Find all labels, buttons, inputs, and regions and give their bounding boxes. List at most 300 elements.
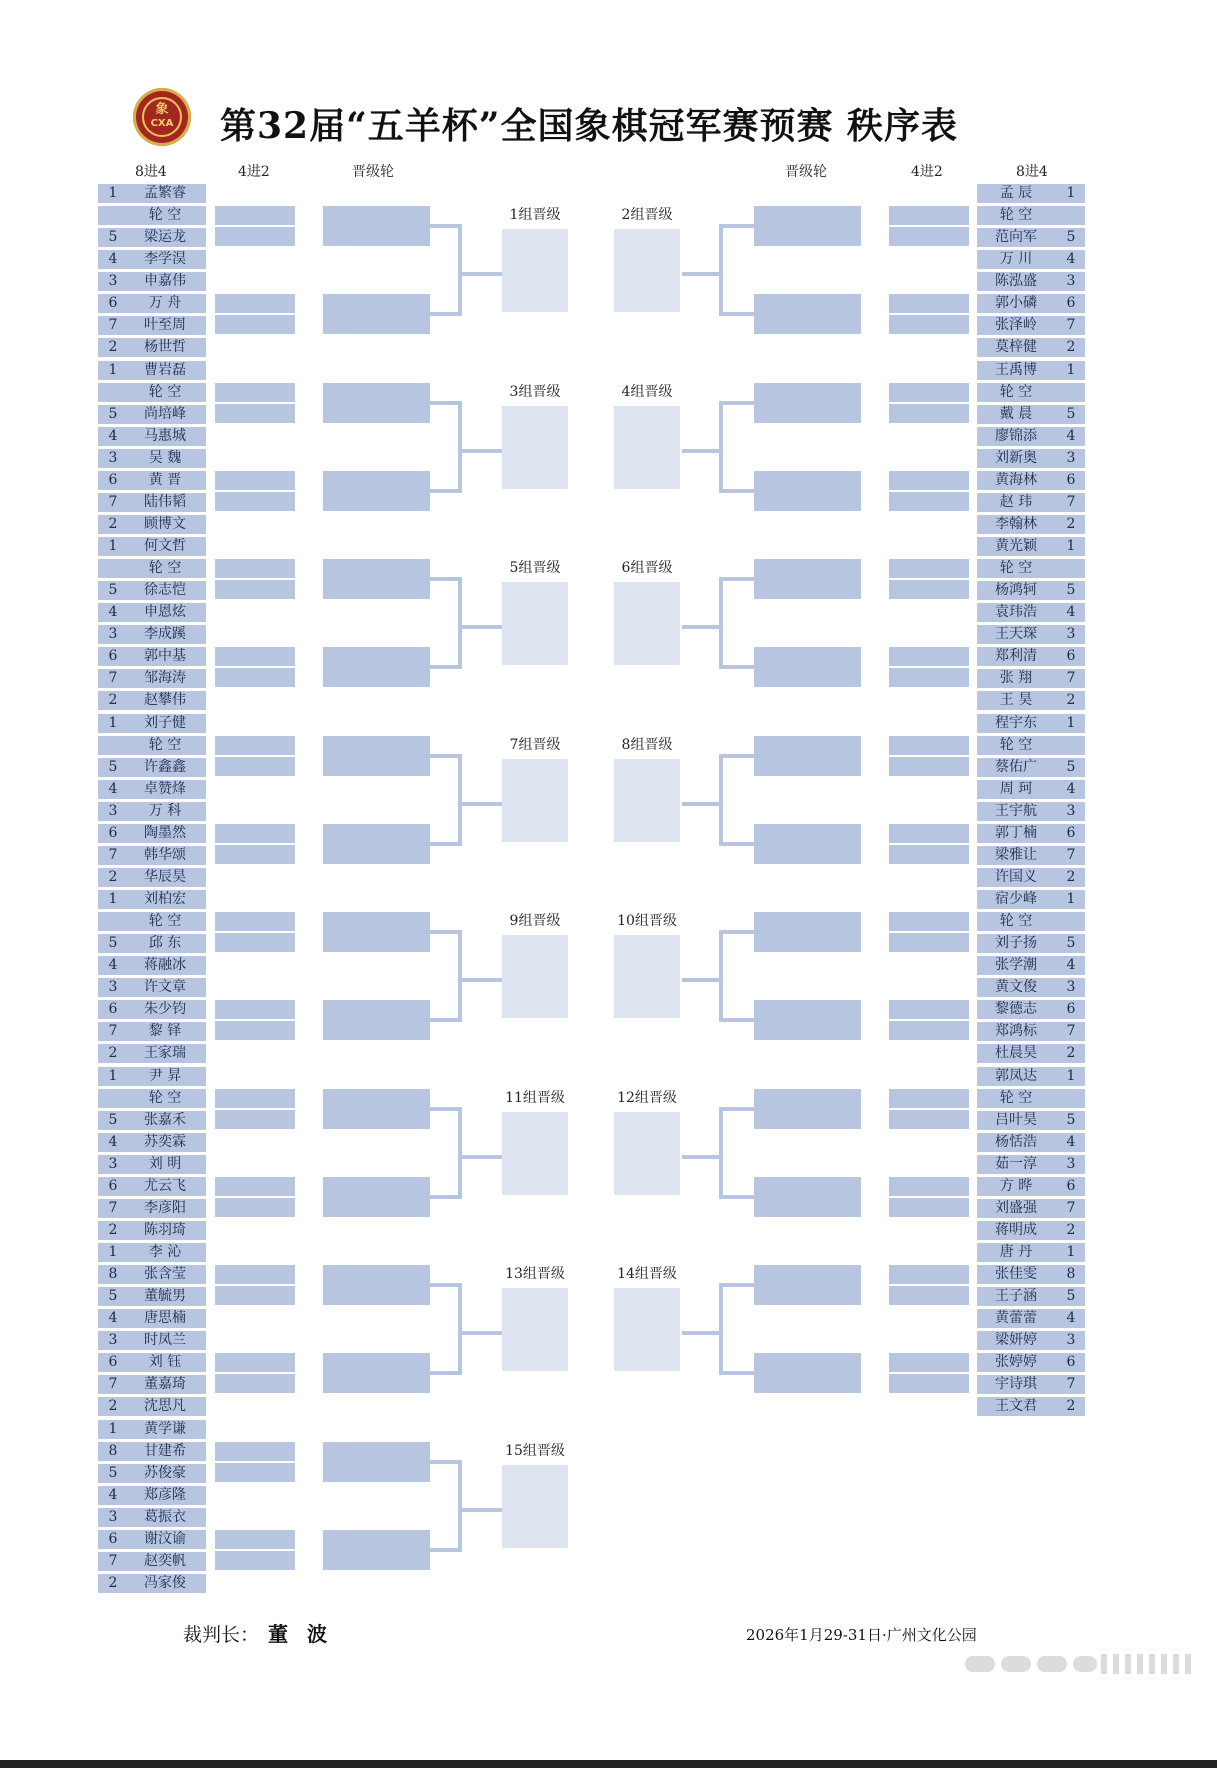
round3-slot [323, 383, 430, 423]
player-name: 尹 昇 [148, 1068, 182, 1084]
player-row [98, 559, 206, 578]
player-name: 刘新奥 [995, 450, 1037, 466]
player-row [977, 758, 1085, 777]
player-name: 赵攀伟 [144, 692, 186, 708]
player-name: 宇诗琪 [995, 1376, 1037, 1392]
player-name: 郭丁楠 [995, 825, 1037, 841]
player-row [98, 1287, 206, 1306]
seed-number: 5 [1066, 582, 1076, 598]
header-left-r3: 晋级轮 [352, 164, 394, 180]
player-name: 陆伟韬 [144, 494, 186, 510]
player-row [977, 1000, 1085, 1019]
player-name: 刘盛强 [995, 1200, 1037, 1216]
seed-number: 1 [1066, 1244, 1076, 1260]
seed-number: 3 [1066, 979, 1076, 995]
chief-referee-label: 裁判长： [183, 1624, 260, 1646]
seed-number: 7 [1066, 317, 1076, 333]
player-row [98, 780, 206, 799]
player-row [977, 625, 1085, 644]
group-qualifier-label: 7组晋级 [509, 737, 561, 753]
player-name: 戴 晨 [999, 406, 1033, 422]
header-left-r2: 4进2 [238, 164, 270, 180]
player-name: 刘子扬 [995, 935, 1037, 951]
player-row [98, 934, 206, 953]
player-name: 梁妍婷 [995, 1332, 1037, 1348]
seed-number: 1 [1066, 185, 1076, 201]
player-row [98, 714, 206, 733]
group-qualifier-label: 5组晋级 [509, 560, 561, 576]
player-name: 曹岩磊 [144, 362, 186, 378]
player-row [977, 1022, 1085, 1041]
player-name: 邱 东 [148, 935, 182, 951]
final-qualifier-box [614, 935, 680, 1018]
player-name: 轮 空 [999, 913, 1033, 929]
player-name: 程宇东 [995, 715, 1037, 731]
player-row [98, 1243, 206, 1262]
seed-number: 4 [108, 1487, 118, 1503]
player-row [98, 206, 206, 225]
player-name: 徐志恺 [144, 582, 186, 598]
seed-number: 5 [1066, 1112, 1076, 1128]
player-row [977, 714, 1085, 733]
player-row [98, 912, 206, 931]
player-row [98, 427, 206, 446]
player-name: 李翰林 [995, 516, 1037, 532]
player-name: 范向军 [995, 229, 1037, 245]
player-row [977, 405, 1085, 424]
player-row [98, 338, 206, 357]
player-row [98, 361, 206, 380]
player-name: 茹一淳 [995, 1156, 1037, 1172]
seed-number: 2 [1066, 1222, 1076, 1238]
player-name: 李学淏 [144, 251, 186, 267]
player-name: 廖锦添 [995, 428, 1037, 444]
seed-number: 8 [108, 1443, 118, 1459]
round3-slot [323, 647, 430, 687]
seed-number: 5 [108, 582, 118, 598]
player-name: 唐 丹 [999, 1244, 1033, 1260]
header-left-r1: 8进4 [135, 164, 167, 180]
player-name: 董嘉琦 [144, 1376, 186, 1392]
seed-number: 6 [108, 648, 118, 664]
player-row [98, 1353, 206, 1372]
seed-number: 2 [108, 339, 118, 355]
player-name: 卓赞烽 [144, 781, 186, 797]
player-name: 苏俊豪 [144, 1465, 186, 1481]
player-name: 陶墨然 [144, 825, 186, 841]
player-row [98, 1442, 206, 1461]
player-row [977, 1353, 1085, 1372]
player-row [977, 1199, 1085, 1218]
player-name: 赵奕帆 [144, 1553, 186, 1569]
round3-slot [754, 736, 861, 776]
player-row [98, 647, 206, 666]
final-qualifier-box [614, 229, 680, 312]
final-qualifier-box [614, 759, 680, 842]
player-name: 黄文俊 [995, 979, 1037, 995]
player-name: 何文哲 [144, 538, 186, 554]
player-name: 轮 空 [148, 913, 182, 929]
seed-number: 5 [108, 1465, 118, 1481]
final-qualifier-box [502, 1112, 568, 1195]
seed-number: 6 [108, 1354, 118, 1370]
seed-number: 2 [108, 516, 118, 532]
seed-number: 1 [108, 1068, 118, 1084]
seed-number: 1 [108, 538, 118, 554]
player-name: 许国义 [995, 869, 1037, 885]
round3-slot [323, 1442, 430, 1482]
player-row [98, 1044, 206, 1063]
player-name: 蔡佑广 [995, 759, 1037, 775]
player-row [98, 1420, 206, 1439]
group-qualifier-label: 15组晋级 [505, 1443, 565, 1459]
player-name: 黄光颖 [995, 538, 1037, 554]
player-name: 张嘉禾 [144, 1112, 186, 1128]
group-qualifier-label: 11组晋级 [505, 1090, 565, 1106]
seed-number: 4 [1066, 251, 1076, 267]
player-name: 时凤兰 [144, 1332, 186, 1348]
player-name: 杨恬浩 [995, 1134, 1037, 1150]
seed-number: 6 [108, 295, 118, 311]
player-row [977, 669, 1085, 688]
player-name: 周 珂 [999, 781, 1033, 797]
seed-number: 8 [108, 1266, 118, 1282]
seed-number: 2 [1066, 869, 1076, 885]
player-name: 马惠城 [144, 428, 186, 444]
player-name: 朱少钧 [144, 1001, 186, 1017]
seed-number: 8 [1066, 1266, 1076, 1282]
player-row [98, 802, 206, 821]
player-name: 方 晔 [999, 1178, 1033, 1194]
player-name: 轮 空 [148, 737, 182, 753]
seed-number: 7 [108, 1376, 118, 1392]
player-row [977, 978, 1085, 997]
player-name: 李 沁 [148, 1244, 182, 1260]
player-name: 轮 空 [148, 1090, 182, 1106]
player-row [977, 581, 1085, 600]
player-name: 郭小磷 [995, 295, 1037, 311]
player-row [98, 1221, 206, 1240]
seed-number: 2 [108, 692, 118, 708]
seed-number: 5 [108, 1112, 118, 1128]
round3-slot [323, 1265, 430, 1305]
group-qualifier-label: 6组晋级 [621, 560, 673, 576]
round3-slot [754, 1089, 861, 1129]
player-name: 叶至周 [144, 317, 186, 333]
player-name: 轮 空 [148, 384, 182, 400]
player-name: 王 昊 [999, 692, 1033, 708]
round3-slot [754, 912, 861, 952]
group-qualifier-label: 14组晋级 [617, 1266, 677, 1282]
final-qualifier-box [502, 759, 568, 842]
player-row [977, 427, 1085, 446]
round3-slot [754, 294, 861, 334]
player-row [98, 1309, 206, 1328]
player-name: 黄蕾蕾 [995, 1310, 1037, 1326]
header-right-r2: 4进2 [911, 164, 943, 180]
player-name: 万 川 [999, 251, 1033, 267]
seed-number: 2 [108, 869, 118, 885]
seed-number: 2 [1066, 692, 1076, 708]
player-name: 张学潮 [995, 957, 1037, 973]
player-name: 刘 明 [148, 1156, 182, 1172]
seed-number: 5 [1066, 406, 1076, 422]
seed-number: 4 [108, 781, 118, 797]
group-qualifier-label: 12组晋级 [617, 1090, 677, 1106]
player-name: 蒋融冰 [144, 957, 186, 973]
player-row [98, 868, 206, 887]
player-name: 冯家俊 [144, 1575, 186, 1591]
final-qualifier-box [502, 582, 568, 665]
seed-number: 7 [1066, 670, 1076, 686]
seed-number: 2 [108, 1222, 118, 1238]
player-name: 万 舟 [148, 295, 182, 311]
player-row [977, 1067, 1085, 1086]
player-row [977, 802, 1085, 821]
player-row [98, 1177, 206, 1196]
round3-slot [754, 471, 861, 511]
header-right-r1: 8进4 [1016, 164, 1048, 180]
player-row [977, 493, 1085, 512]
player-row [977, 890, 1085, 909]
player-row [98, 294, 206, 313]
player-row [977, 206, 1085, 225]
round3-slot [323, 206, 430, 246]
player-name: 王家瑞 [144, 1045, 186, 1061]
player-row [98, 383, 206, 402]
round3-slot [323, 294, 430, 334]
player-row [98, 1111, 206, 1130]
player-name: 郑彦隆 [144, 1487, 186, 1503]
seed-number: 6 [1066, 295, 1076, 311]
seed-number: 2 [1066, 339, 1076, 355]
player-row [977, 228, 1085, 247]
player-row [98, 956, 206, 975]
player-name: 许鑫鑫 [144, 759, 186, 775]
final-qualifier-box [614, 406, 680, 489]
chief-referee-name: 董 波 [268, 1622, 333, 1646]
round3-slot [754, 1177, 861, 1217]
round3-slot [754, 1353, 861, 1393]
player-row [977, 294, 1085, 313]
seed-number: 5 [108, 759, 118, 775]
player-name: 郭凤达 [995, 1068, 1037, 1084]
player-name: 申恩炫 [144, 604, 186, 620]
seed-number: 4 [108, 1134, 118, 1150]
player-row [977, 846, 1085, 865]
seed-number: 3 [108, 626, 118, 642]
seed-number: 5 [1066, 935, 1076, 951]
player-name: 郑鸿标 [995, 1023, 1037, 1039]
player-row [98, 691, 206, 710]
group-qualifier-label: 2组晋级 [621, 207, 673, 223]
player-name: 韩华颂 [144, 847, 186, 863]
seed-number: 7 [1066, 1200, 1076, 1216]
player-row [977, 449, 1085, 468]
player-name: 陈泓盛 [995, 273, 1037, 289]
player-row [977, 1243, 1085, 1262]
player-name: 黄学谦 [144, 1421, 186, 1437]
player-name: 张 翔 [999, 670, 1033, 686]
seed-number: 4 [1066, 1310, 1076, 1326]
seed-number: 1 [1066, 891, 1076, 907]
player-row [98, 581, 206, 600]
player-row [977, 1309, 1085, 1328]
seed-number: 5 [108, 935, 118, 951]
seed-number: 1 [108, 1421, 118, 1437]
round3-slot [323, 824, 430, 864]
seed-number: 1 [108, 891, 118, 907]
cxa-logo-icon: 象 CXA [133, 88, 191, 146]
final-qualifier-box [614, 1288, 680, 1371]
player-row [977, 272, 1085, 291]
seed-number: 2 [108, 1575, 118, 1591]
seed-number: 2 [108, 1045, 118, 1061]
player-row [98, 1133, 206, 1152]
player-row [98, 228, 206, 247]
player-row [977, 250, 1085, 269]
round3-slot [754, 647, 861, 687]
player-name: 尤云飞 [144, 1178, 186, 1194]
player-name: 轮 空 [999, 737, 1033, 753]
seed-number: 6 [1066, 648, 1076, 664]
player-name: 吕叶昊 [995, 1112, 1037, 1128]
player-name: 孟繁睿 [144, 185, 186, 201]
player-name: 王子涵 [995, 1288, 1037, 1304]
player-row [977, 1221, 1085, 1240]
player-row [98, 449, 206, 468]
player-row [977, 868, 1085, 887]
round3-slot [754, 1265, 861, 1305]
player-name: 张泽岭 [995, 317, 1037, 333]
seed-number: 7 [108, 494, 118, 510]
seed-number: 3 [1066, 1156, 1076, 1172]
player-name: 杜晨昊 [995, 1045, 1037, 1061]
player-row [98, 1089, 206, 1108]
player-name: 李彦阳 [144, 1200, 186, 1216]
player-row [98, 1508, 206, 1527]
final-qualifier-box [502, 229, 568, 312]
group-qualifier-label: 8组晋级 [621, 737, 673, 753]
final-qualifier-box [614, 1112, 680, 1195]
player-name: 黎 铎 [148, 1023, 182, 1039]
player-row [98, 493, 206, 512]
seed-number: 3 [108, 1332, 118, 1348]
player-row [98, 1199, 206, 1218]
player-row [98, 978, 206, 997]
player-name: 梁运龙 [144, 229, 186, 245]
seed-number: 7 [108, 1023, 118, 1039]
round3-slot [323, 736, 430, 776]
player-name: 郑利清 [995, 648, 1037, 664]
player-row [98, 272, 206, 291]
round3-slot [323, 1000, 430, 1040]
seed-number: 3 [1066, 626, 1076, 642]
seed-number: 1 [108, 185, 118, 201]
round3-slot [323, 1089, 430, 1129]
seed-number: 2 [108, 1398, 118, 1414]
seed-number: 3 [108, 1156, 118, 1172]
player-row [98, 1397, 206, 1416]
player-name: 华辰昊 [144, 869, 186, 885]
player-row [98, 669, 206, 688]
player-name: 吴 魏 [148, 450, 182, 466]
player-name: 梁雅让 [995, 847, 1037, 863]
seed-number: 3 [108, 273, 118, 289]
player-row [977, 1331, 1085, 1350]
player-row [977, 1044, 1085, 1063]
player-row [977, 471, 1085, 490]
final-qualifier-box [502, 935, 568, 1018]
player-name: 尚培峰 [144, 406, 186, 422]
player-row [98, 1574, 206, 1593]
player-row [977, 383, 1085, 402]
player-row [977, 736, 1085, 755]
player-row [977, 1265, 1085, 1284]
player-name: 申嘉伟 [144, 273, 186, 289]
player-row [98, 1331, 206, 1350]
seed-number: 4 [108, 1310, 118, 1326]
player-name: 许文章 [144, 979, 186, 995]
seed-number: 6 [108, 1001, 118, 1017]
player-row [977, 956, 1085, 975]
player-name: 王天琛 [995, 626, 1037, 642]
player-row [98, 1552, 206, 1571]
player-name: 轮 空 [148, 207, 182, 223]
round3-slot [323, 471, 430, 511]
player-name: 轮 空 [999, 207, 1033, 223]
seed-number: 3 [108, 979, 118, 995]
round3-slot [754, 383, 861, 423]
watermark-icon [965, 1652, 1193, 1676]
player-row [977, 1177, 1085, 1196]
player-row [977, 824, 1085, 843]
player-name: 顾博文 [144, 516, 186, 532]
player-row [98, 1022, 206, 1041]
seed-number: 5 [108, 1288, 118, 1304]
player-name: 王宇航 [995, 803, 1037, 819]
round3-slot [754, 824, 861, 864]
player-row [977, 1089, 1085, 1108]
seed-number: 3 [108, 450, 118, 466]
seed-number: 5 [1066, 759, 1076, 775]
group-qualifier-label: 4组晋级 [621, 384, 673, 400]
player-name: 张含莹 [144, 1266, 186, 1282]
round3-slot [323, 1353, 430, 1393]
bottom-bar [0, 1760, 1217, 1768]
seed-number: 3 [1066, 450, 1076, 466]
final-qualifier-box [614, 582, 680, 665]
player-row [98, 1530, 206, 1549]
seed-number: 4 [1066, 957, 1076, 973]
player-row [98, 1000, 206, 1019]
player-name: 黄海林 [995, 472, 1037, 488]
group-qualifier-label: 9组晋级 [509, 913, 561, 929]
player-row [98, 890, 206, 909]
seed-number: 4 [108, 957, 118, 973]
player-name: 邹海涛 [144, 670, 186, 686]
player-row [98, 824, 206, 843]
player-row [977, 184, 1085, 203]
player-row [977, 515, 1085, 534]
player-name: 袁玮浩 [995, 604, 1037, 620]
round3-slot [754, 1000, 861, 1040]
player-row [98, 1464, 206, 1483]
player-row [977, 1111, 1085, 1130]
player-name: 赵 玮 [999, 494, 1033, 510]
player-name: 刘子健 [144, 715, 186, 731]
player-name: 苏奕霖 [144, 1134, 186, 1150]
